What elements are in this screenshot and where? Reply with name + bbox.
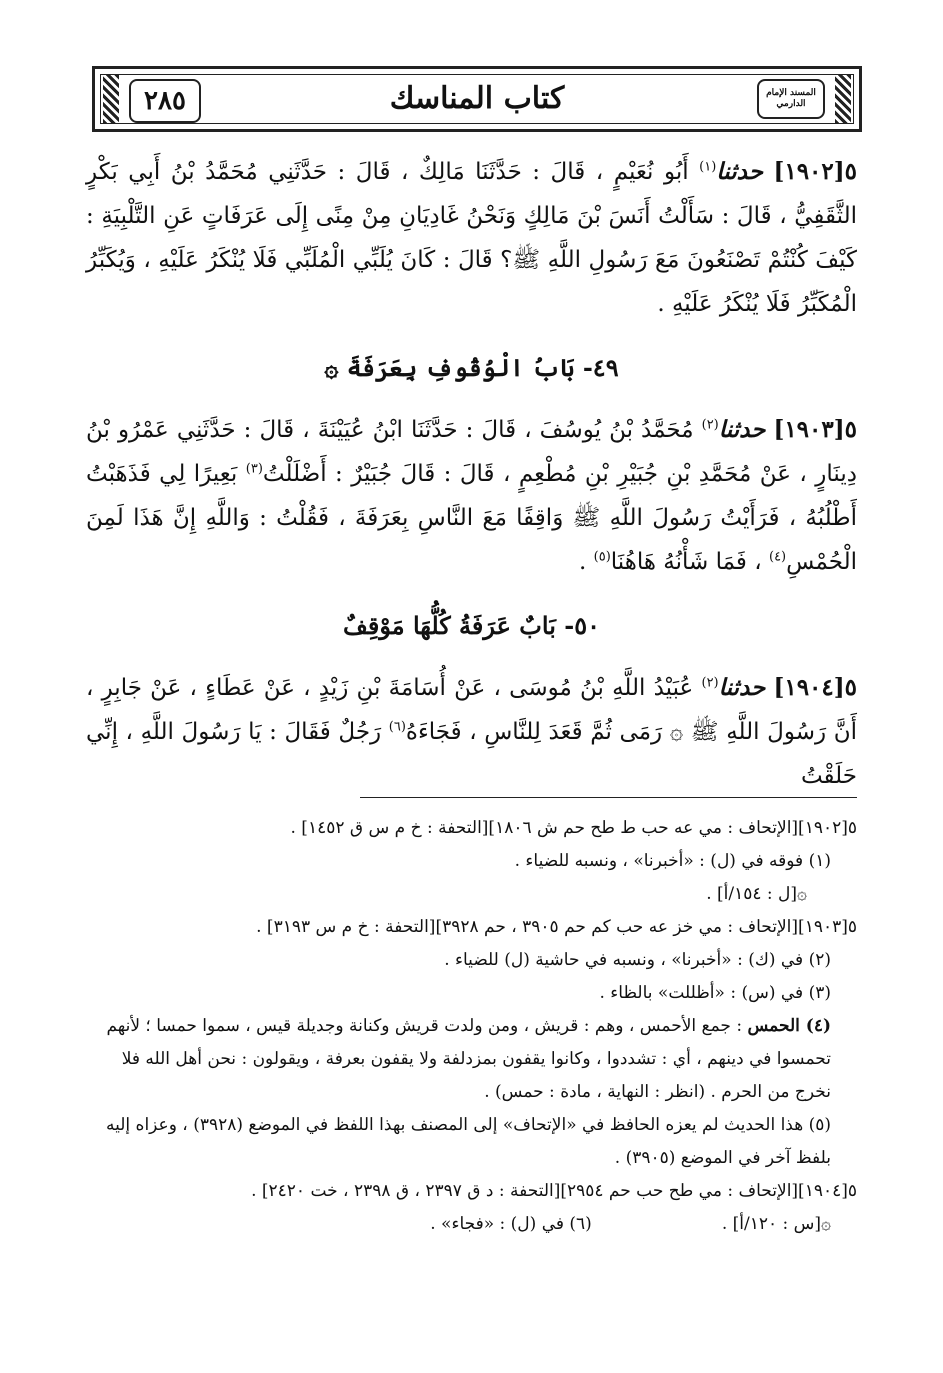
footnote-ref: (٣) <box>245 461 263 477</box>
hadith-text: . <box>579 549 587 575</box>
footnote-row <box>86 1208 857 1241</box>
ornament-border-right <box>835 75 851 123</box>
hadith-1904 <box>86 666 857 798</box>
hadith-text: ، فَمَا شَأْنُهُ هَاهُنَا <box>610 549 762 575</box>
hadith-text: أَبُو نُعَيْمٍ ، قَالَ : حَدَّثَنَا مَالِكٌ ، قَالَ : حَدَّثَنِي مُحَمَّدُ بْنُ أَبِي بَكْرٍ الثَّقَفِيُّ ، قَالَ : سَأَلْتُ أَنَسَ بْنَ مَالِكٍ وَنَحْنُ غَادِيَانِ مِنْ مِنًى إِلَى عَرَفَاتٍ عَنِ التَّلْبِيَةِ : كَيْفَ كُنْتُمْ تَصْنَعُونَ مَعَ رَسُولِ اللَّهِ ﷺ؟ قَالَ : كَانَ يُلَبِّي الْمُلَبِّي فَلَا يُنْكَرُ عَلَيْهِ ، وَيُكَبِّرُ الْمُكَبِّرُ فَلَا يُنْكَرُ عَلَيْهِ . <box>86 159 857 317</box>
running-title: كتاب المناسك <box>389 81 565 116</box>
footnote-ref: (٢) <box>701 417 719 433</box>
footnotes <box>86 812 857 1241</box>
footnote-ref: (٦) <box>388 719 406 735</box>
haddathana-label: حدثنا <box>716 158 763 185</box>
footnote-2: (٢) في (ك) : «أخبرنا» ، ونسبه في حاشية (ل) للضياء . <box>444 950 831 970</box>
footnote-6: (٦) في (ل) : «فجاء» . <box>430 1214 592 1234</box>
hadith-text: عُبَيْدُ اللَّهِ بْنُ مُوسَى ، عَنْ أُسَامَةَ بْنِ زَيْدٍ ، عَنْ عَطَاءٍ ، عَنْ جَابِرٍ ، أَنَّ رَسُولَ اللَّهِ ﷺ ۞ رَمَى ثُمَّ قَعَدَ لِلنَّاسِ ، فَجَاءَهُ <box>86 675 857 745</box>
hadith-text: بَعِيرًا لِي فَذَهَبْتُ أَطْلُبُهُ ، فَرَأَيْتُ رَسُولَ اللَّهِ ﷺ وَاقِفًا مَعَ النَّاسِ بِعَرَفَةَ ، فَقُلْتُ : وَاللَّهِ إِنَّ هَذَا لَمِنَ الْحُمْسِ <box>86 461 857 575</box>
book-seal-logo: المسند الإمام الدارمي <box>757 79 825 119</box>
hadith-text: مُحَمَّدُ بْنُ يُوسُفَ ، قَالَ : حَدَّثَنَا ابْنُ عُيَيْنَةَ ، قَالَ : حَدَّثَنِي عَمْرُو بْنُ دِينَارٍ ، عَنْ مُحَمَّدِ بْنِ جُبَيْرِ بْنِ مُطْعِمٍ ، قَالَ : قَالَ جُبَيْرٌ : أَضْلَلْتُ <box>86 417 857 487</box>
footnote-text: : جمع الأحمس ، وهم : قريش ، ومن ولدت قريش وكنانة وجديلة قيس ، سموا حمسا ؛ لأنهم تحمسوا في دينهم ، أي : تشددوا ، وكانوا يقفون بمزدلفة ولا يقفون بعرفة ، ويقولون : نحن أهل الله فلا نخرج من الحرم . (انظر : النهاية ، مادة : حمس) . <box>106 1016 831 1102</box>
hadith-1902 <box>86 150 857 326</box>
footnote-manuscript-l: ۞[ل : ١٥٤/أ] . <box>706 884 807 904</box>
footnote-manuscript-s: ۞[س : ١٢٠/أ] . <box>721 1214 831 1234</box>
footnote-ithaf-1904: ٥[١٩٠٤][الإتحاف : مي طح حب حم ٢٩٥٤][التحفة : د ق ٢٣٩٧ ، ق ٢٣٩٨ ، خت ٢٤٢٠] . <box>251 1181 857 1201</box>
hadith-1903 <box>86 408 857 584</box>
footnote-term: (٤) الحمس <box>747 1016 831 1036</box>
page-number: ٢٨٥ <box>129 79 201 123</box>
footnote-4 <box>86 1010 857 1109</box>
hadith-number: ٥[١٩٠٢] <box>773 158 858 185</box>
footnote-ref: (١) <box>699 159 717 175</box>
footnote-ithaf-1902: ٥[١٩٠٢][الإتحاف : مي عه حب ط طح حم ش ١٨٠٦][التحفة : خ م س ق ١٤٥٢] . <box>290 818 857 838</box>
ornament-border-left <box>103 75 119 123</box>
footnote-ref: (٢) <box>701 675 719 691</box>
haddathana-label: حدثنا <box>718 674 766 701</box>
footnote-separator <box>360 797 857 798</box>
main-text <box>86 150 857 798</box>
footnote-ithaf-1903: ٥[١٩٠٣][الإتحاف : مي خز عه حب كم حم ٣٩٠٥ ، حم ٣٩٢٨][التحفة : خ م س ٣١٩٣] . <box>256 917 857 937</box>
footnote-3: (٣) في (س) : «أظللت» بالظاء . <box>599 983 831 1003</box>
hadith-number: ٥[١٩٠٣] <box>773 416 857 443</box>
footnote-ref: (٥) <box>593 549 611 565</box>
chapter-heading-50: ٥٠- بَابٌ عَرَفَةُ كُلُّهَا مَوْقِفٌ <box>343 611 600 640</box>
hadith-text: رَجُلٌ فَقَالَ : يَا رَسُولَ اللَّهِ ، إِنِّي حَلَقْتُ <box>86 719 857 789</box>
chapter-heading-49: ٤٩- بَابُ الْوُقُوفِ بِعَرَفَةَ ۞ <box>324 353 619 382</box>
footnote-5: (٥) هذا الحديث لم يعزه الحافظ في «الإتحاف» إلى المصنف بهذا اللفظ في الموضع (٣٩٢٨) ، وعزاه إليه بلفظ آخر في الموضع (٣٩٠٥) . <box>105 1115 831 1168</box>
hadith-number: ٥[١٩٠٤] <box>773 674 858 701</box>
page-header <box>92 66 862 132</box>
footnote-ref: (٤) <box>768 549 787 565</box>
footnote-1: (١) فوقه في (ل) : «أخبرنا» ، ونسبه للضياء . <box>514 851 831 871</box>
haddathana-label: حدثنا <box>718 416 766 443</box>
